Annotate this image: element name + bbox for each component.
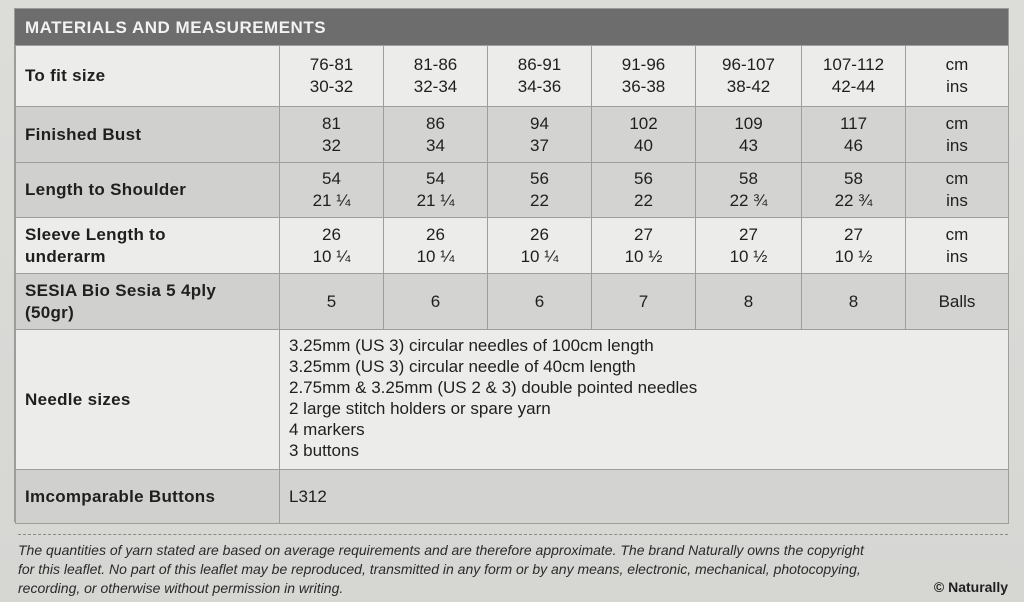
- size-cell: 94 37: [488, 107, 592, 163]
- list-item: 2 large stitch holders or spare yarn: [289, 399, 551, 418]
- size-cell: 27 10 ½: [592, 218, 696, 274]
- size-cell: 27 10 ½: [802, 218, 906, 274]
- size-cell: 54 21 ¼: [384, 163, 488, 218]
- size-cell: 81 32: [280, 107, 384, 163]
- size-cell: 56 22: [488, 163, 592, 218]
- size-cell: 27 10 ½: [696, 218, 802, 274]
- list-item: 2.75mm & 3.25mm (US 2 & 3) double pointed needles: [289, 378, 698, 397]
- size-cell: 81-86 32-34: [384, 46, 488, 107]
- table-row-fit-size: [16, 46, 1009, 107]
- unit-cell: cm ins: [906, 107, 1009, 163]
- size-cell: 58 22 ¾: [802, 163, 906, 218]
- size-cell: 58 22 ¾: [696, 163, 802, 218]
- row-label: Finished Bust: [16, 107, 280, 163]
- size-cell: 107-112 42-44: [802, 46, 906, 107]
- row-label: Sleeve Length to underarm: [16, 218, 280, 274]
- yarn-cell: 8: [696, 274, 802, 330]
- size-cell: 26 10 ¼: [384, 218, 488, 274]
- list-item: 3.25mm (US 3) circular needle of 40cm length: [289, 357, 636, 376]
- buttons-code: L312: [280, 470, 1009, 524]
- dashed-divider: [18, 534, 1008, 535]
- unit-cell: Balls: [906, 274, 1009, 330]
- table-row-yarn: [16, 274, 1009, 330]
- table-row-bust: [16, 107, 1009, 163]
- yarn-cell: 6: [384, 274, 488, 330]
- yarn-cell: 8: [802, 274, 906, 330]
- unit-cell: cm ins: [906, 163, 1009, 218]
- section-title: MATERIALS AND MEASUREMENTS: [15, 9, 1008, 45]
- row-label: Needle sizes: [16, 330, 280, 470]
- row-label: SESIA Bio Sesia 5 4ply (50gr): [16, 274, 280, 330]
- size-cell: 56 22: [592, 163, 696, 218]
- needles-list: [280, 330, 1009, 470]
- yarn-cell: 6: [488, 274, 592, 330]
- list-item: 4 markers: [289, 420, 365, 439]
- row-label: Imcomparable Buttons: [16, 470, 280, 524]
- size-cell: 96-107 38-42: [696, 46, 802, 107]
- table-row-buttons: [16, 470, 1009, 524]
- size-cell: 86-91 34-36: [488, 46, 592, 107]
- row-label: To fit size: [16, 46, 280, 107]
- unit-cell: cm ins: [906, 46, 1009, 107]
- size-cell: 117 46: [802, 107, 906, 163]
- size-cell: 26 10 ¼: [488, 218, 592, 274]
- copyright-notice: The quantities of yarn stated are based on average requirements and are therefore approximate. The brand Naturally owns the copyright for this leaflet. No part of this leaflet may be reproduced, transmitted in any form or by any means, electronic, mechanical, photocopying, recording, or otherwise without permission in writing.: [18, 542, 864, 596]
- yarn-cell: 5: [280, 274, 384, 330]
- yarn-cell: 7: [592, 274, 696, 330]
- size-cell: 26 10 ¼: [280, 218, 384, 274]
- size-cell: 102 40: [592, 107, 696, 163]
- table-row-sleeve: [16, 218, 1009, 274]
- list-item: 3 buttons: [289, 441, 359, 460]
- measurements-table: [15, 45, 1009, 524]
- copyright-mark: © Naturally: [933, 579, 1008, 595]
- table-row-length: [16, 163, 1009, 218]
- measurements-panel: [14, 8, 1009, 522]
- table-row-needles: [16, 330, 1009, 470]
- size-cell: 76-81 30-32: [280, 46, 384, 107]
- size-cell: 54 21 ¼: [280, 163, 384, 218]
- list-item: 3.25mm (US 3) circular needles of 100cm length: [289, 336, 654, 355]
- size-cell: 91-96 36-38: [592, 46, 696, 107]
- size-cell: 109 43: [696, 107, 802, 163]
- size-cell: 86 34: [384, 107, 488, 163]
- row-label: Length to Shoulder: [16, 163, 280, 218]
- unit-cell: cm ins: [906, 218, 1009, 274]
